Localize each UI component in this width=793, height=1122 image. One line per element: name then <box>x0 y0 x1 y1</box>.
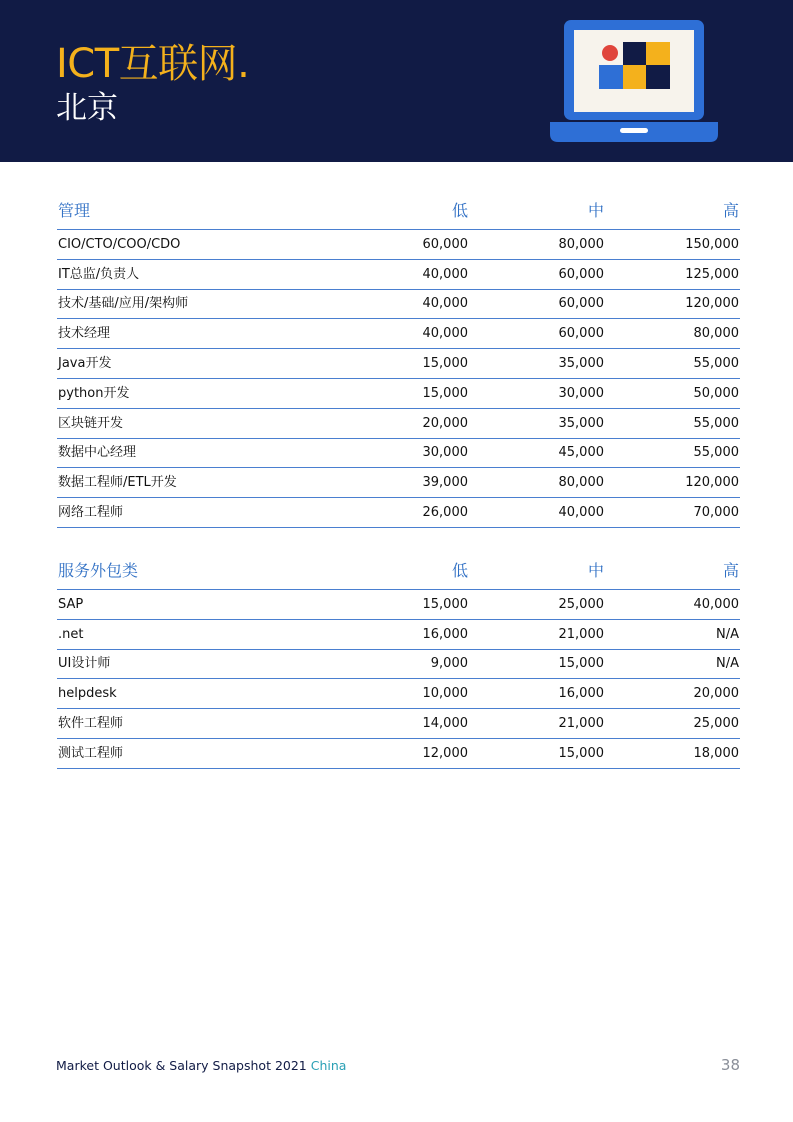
low-cell: 26,000 <box>422 504 468 520</box>
role-cell: Java开发 <box>58 355 112 371</box>
high-cell: 120,000 <box>685 475 739 491</box>
mid-cell: 21,000 <box>558 715 604 731</box>
table-row <box>57 290 740 320</box>
low-cell: 20,000 <box>422 415 468 431</box>
mid-cell: 80,000 <box>558 236 604 252</box>
page-subtitle: 北京 <box>56 90 118 126</box>
role-cell: IT总监/负责人 <box>58 266 140 282</box>
low-cell: 14,000 <box>422 715 468 731</box>
mid-cell: 60,000 <box>558 296 604 312</box>
section-heading: 服务外包类 <box>58 561 139 580</box>
role-cell: 数据中心经理 <box>58 445 137 461</box>
low-cell: 16,000 <box>422 626 468 642</box>
high-cell: 70,000 <box>693 504 739 520</box>
table-row <box>57 379 740 409</box>
outsourcing-table <box>57 560 740 769</box>
table-row <box>57 349 740 379</box>
low-cell: 39,000 <box>422 475 468 491</box>
role-cell: 区块链开发 <box>58 415 124 431</box>
high-cell: 25,000 <box>693 715 739 731</box>
high-cell: 150,000 <box>685 236 739 252</box>
role-cell: SAP <box>58 596 84 612</box>
low-cell: 60,000 <box>422 236 468 252</box>
table-row <box>57 739 740 769</box>
mid-cell: 60,000 <box>558 326 604 342</box>
mid-cell: 21,000 <box>558 626 604 642</box>
high-cell: N/A <box>716 626 739 642</box>
high-cell: 18,000 <box>693 745 739 761</box>
page-title: ICT互联网. <box>56 41 250 87</box>
high-cell: 55,000 <box>693 355 739 371</box>
high-cell: 125,000 <box>685 266 739 282</box>
role-cell: helpdesk <box>58 686 117 702</box>
footer-title: Market Outlook & Salary Snapshot 2021 <box>56 1058 307 1073</box>
low-cell: 40,000 <box>422 326 468 342</box>
mid-cell: 80,000 <box>558 475 604 491</box>
low-cell: 40,000 <box>422 296 468 312</box>
table-row <box>57 590 740 620</box>
role-cell: 技术经理 <box>58 326 111 342</box>
table-body <box>57 590 740 769</box>
low-cell: 10,000 <box>422 686 468 702</box>
footer-accent: China <box>310 1058 347 1073</box>
high-cell: 55,000 <box>693 415 739 431</box>
low-cell: 12,000 <box>422 745 468 761</box>
table-row <box>57 409 740 439</box>
high-cell: 55,000 <box>693 445 739 461</box>
role-cell: .net <box>58 626 84 642</box>
low-cell: 40,000 <box>422 266 468 282</box>
table-row <box>57 260 740 290</box>
mid-cell: 45,000 <box>558 445 604 461</box>
table-row <box>57 679 740 709</box>
high-cell: 40,000 <box>693 596 739 612</box>
management-table <box>57 200 740 528</box>
laptop-icon <box>550 18 718 144</box>
header-band <box>0 0 793 162</box>
mid-cell: 40,000 <box>558 504 604 520</box>
low-cell: 15,000 <box>422 385 468 401</box>
role-cell: 网络工程师 <box>58 504 124 520</box>
mid-cell: 35,000 <box>558 355 604 371</box>
role-cell: 数据工程师/ETL开发 <box>58 475 177 491</box>
low-cell: 15,000 <box>422 596 468 612</box>
col-low-header: 低 <box>451 561 468 580</box>
high-cell: 120,000 <box>685 296 739 312</box>
table-row <box>57 709 740 739</box>
role-cell: 测试工程师 <box>58 745 124 761</box>
table-body <box>57 230 740 528</box>
section-heading: 管理 <box>58 201 91 220</box>
high-cell: 50,000 <box>693 385 739 401</box>
low-cell: 15,000 <box>422 355 468 371</box>
mid-cell: 30,000 <box>558 385 604 401</box>
low-cell: 9,000 <box>430 656 468 672</box>
low-cell: 30,000 <box>422 445 468 461</box>
role-cell: python开发 <box>58 385 130 401</box>
col-mid-header: 中 <box>587 561 604 580</box>
table-header <box>57 560 740 590</box>
table-row <box>57 468 740 498</box>
table-row <box>57 439 740 469</box>
page-number: 38 <box>720 1056 740 1074</box>
high-cell: 80,000 <box>693 326 739 342</box>
col-mid-header: 中 <box>587 201 604 220</box>
mid-cell: 15,000 <box>558 656 604 672</box>
mid-cell: 16,000 <box>558 686 604 702</box>
table-row <box>57 498 740 528</box>
footer-text <box>56 1058 346 1073</box>
role-cell: CIO/CTO/COO/CDO <box>58 236 181 252</box>
table-row <box>57 620 740 650</box>
high-cell: N/A <box>716 656 739 672</box>
col-high-header: 高 <box>722 201 739 220</box>
col-high-header: 高 <box>722 561 739 580</box>
col-low-header: 低 <box>451 201 468 220</box>
mid-cell: 35,000 <box>558 415 604 431</box>
table-row <box>57 319 740 349</box>
table-row <box>57 230 740 260</box>
mid-cell: 60,000 <box>558 266 604 282</box>
mid-cell: 25,000 <box>558 596 604 612</box>
role-cell: 技术/基础/应用/架构师 <box>58 296 189 312</box>
mid-cell: 15,000 <box>558 745 604 761</box>
high-cell: 20,000 <box>693 686 739 702</box>
role-cell: 软件工程师 <box>58 715 124 731</box>
role-cell: UI设计师 <box>58 656 111 672</box>
table-row <box>57 650 740 680</box>
table-header <box>57 200 740 230</box>
